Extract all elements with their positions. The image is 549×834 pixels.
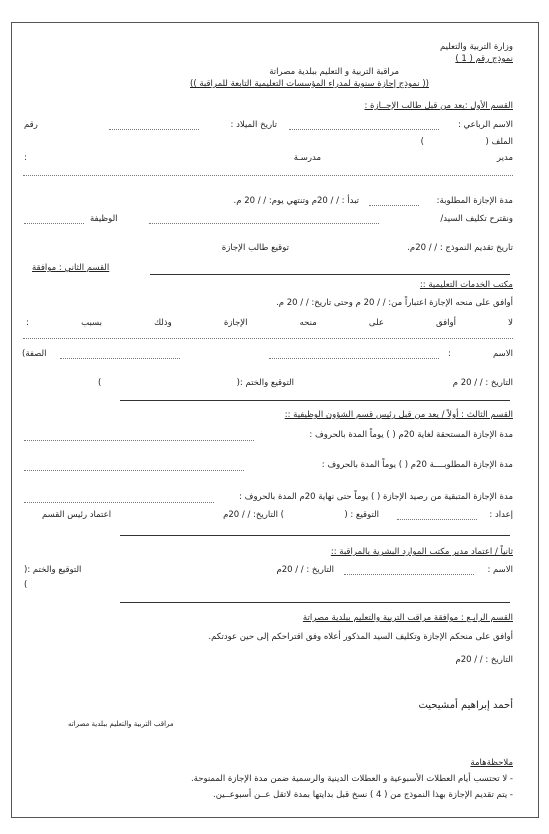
notes-heading: ملاحظةهامة [470,758,513,768]
hr-date: ) التاريخ: / / 20م [223,510,284,520]
substitute-label: ونقترح تكليف السيد/ [440,214,513,224]
hr-director-heading: ثانياً / اعتماد مدير مكتب الموارد البشرية بالمراقبة :: [330,547,513,557]
section1-heading: القسم الأول :يعد من قبل طالب الإجــازة : [364,101,513,111]
requested-leave-blank[interactable] [24,470,244,471]
controller-approval: أوافق على منحكم الإجازة وتكليف السيد المذكور أعلاه وفق اقتراحكم إلى حين عودتكم. [208,632,513,642]
form-border [11,22,539,818]
full-name-blank[interactable] [289,129,439,130]
file-number-close: ) [420,137,424,147]
controller-date: التاريخ : / / 20م [455,655,513,665]
applicant-signature-label: توقيع طالب الإجازة [221,243,289,253]
due-leave: مدة الإجازة المستحقة لغاية 20م ( ) يوماً المدة بالحروف : [309,430,513,440]
director-label: مدير [496,153,513,163]
disagree-word-5: الإجازة [223,318,248,328]
prepared-by-blank[interactable] [397,519,477,520]
disagree-word-8: : [26,318,29,328]
section2-heading: القسم الثاني : موافقة [32,263,110,273]
approval-date: التاريخ : / / 20 م [452,378,513,388]
job-label: الوظيفة [90,214,118,224]
approver-name-blank[interactable] [269,358,439,359]
approver-name-colon: : [448,349,451,359]
section3-heading: القسم الثالث : أولاً / يعد من قبل رئيس قسم الشؤون الوظيفية :: [284,410,513,420]
approval-sign-label: التوقيع والختم :( [236,378,294,388]
second-approval-rule [120,535,510,536]
hr-sign-label: التوقيع : ( [344,510,379,520]
duration-blank[interactable] [369,205,419,206]
submit-date: تاريخ تقديم النموذج : / / 20م. [407,243,513,253]
school-label: مدرسـة [293,153,321,163]
disagree-row [20,318,513,329]
approval-dates: أوافق على منحه الإجازة اعتباراً من: / / 20 م وحتى تاريخ: / / 20 م. [276,298,513,308]
remaining-leave: مدة الإجازة المتبقية من رصيد الإجازة ( ) يوماً حتى نهاية 20م المدة بالحروف : [239,492,513,502]
hr-director-date: التاريخ : / / 20م [276,565,334,575]
form-number: نموذج رقم ( 1 ) [455,54,513,64]
note-item-2: - يتم تقديم الإجازة بهذا النموذج من ( 4 ) نسخ قبل بدايتها بمدة لاتقل عــن أسبوعــين. [213,790,513,800]
school-colon: : [24,153,27,163]
hr-director-name-label: الاسم : [487,565,513,575]
section4-heading: القسم الرابـع : موافقة مراقب التربية والتعليم ببلدية مصراتة [302,613,513,623]
disagree-word-6: وذلك [154,318,172,328]
director-blank[interactable] [23,175,513,176]
section3-rule [120,400,510,401]
disagree-word-2: أوافق [436,318,457,328]
approver-role-label: الصفة) [22,349,47,359]
office-name: مراقبة التربية و التعليم ببلدية مصراتة [269,67,399,77]
note-item-1: - لا تحتسب أيام العطلات الأسبوعية و العطلات الدينية والرسمية ضمن مدة الإجازة الممنوحة. [190,774,513,784]
dob-blank[interactable] [109,129,199,130]
disagree-word-1: لا [508,318,513,328]
reason-blank[interactable] [23,338,513,339]
duration-label: مدة الإجازة المطلوبة: [436,196,513,206]
file-number-open: الملف ( [485,137,513,147]
signatory-name: أحمد إبراهيم أمشيحيت [418,700,513,711]
form-title: (( نموذج إجازة سنوية لمدراء المؤسسات التعليمية التابعة للمراقبة )) [190,79,429,89]
hr-director-sign-label: التوقيع والختم :( [24,565,82,575]
leave-dates: تبدأ : / / 20م وتنتهي يوم: / / 20 م. [233,196,359,206]
hr-director-sign-close: ) [24,580,28,590]
dob-label: تاريخ الميلاد : [230,120,277,130]
hr-director-name-blank[interactable] [344,574,474,575]
disagree-word-7: بسبب [81,318,102,328]
disagree-word-4: منحه [299,318,317,328]
remaining-leave-blank[interactable] [24,502,214,503]
file-number-label: رقم [24,120,38,130]
section4-rule [120,602,510,603]
due-leave-blank[interactable] [24,440,254,441]
approver-name-label: الاسم [493,349,513,359]
approval-sign-close: ) [98,378,102,388]
education-office: مكتب الخدمات التعليمية :: [419,280,513,290]
disagree-word-3: على [368,318,384,328]
full-name-label: الاسم الرباعي : [457,120,513,130]
prepared-by-label: إعداد : [489,510,513,520]
job-blank[interactable] [24,223,84,224]
signatory-title: مراقب التربية والتعليم ببلدية مصراته [68,720,174,728]
approver-role-blank[interactable] [60,358,180,359]
substitute-blank[interactable] [149,223,379,224]
section2-rule [150,274,510,275]
ministry-name: وزارة التربية والتعليم [440,42,513,52]
head-approval-label: اعتماد رئيس القسم [42,510,112,520]
requested-leave: مدة الإجازة المطلوبــــة 20م ( ) يوماً المدة بالحروف : [321,460,513,470]
